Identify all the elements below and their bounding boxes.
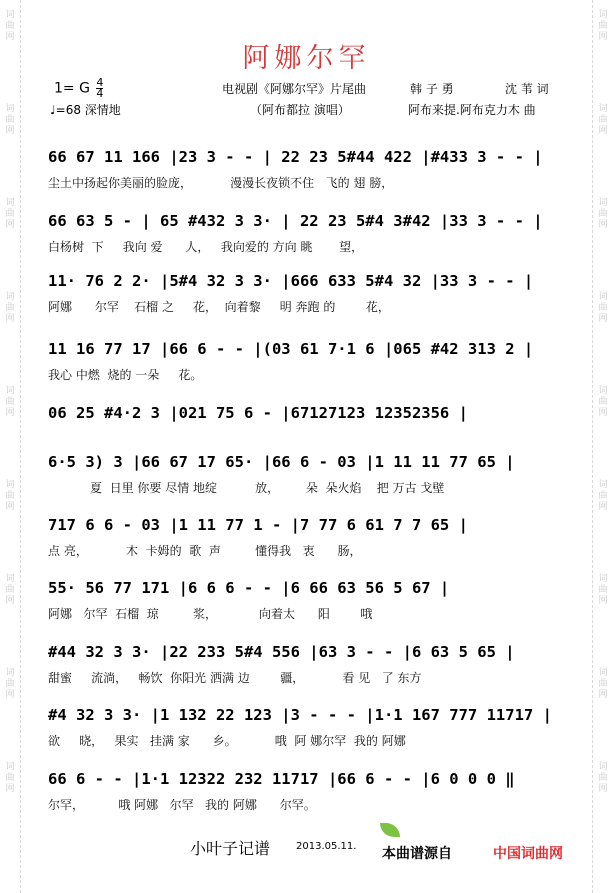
watermark-text: 词 曲 网 (5, 762, 15, 794)
watermark-text: 词 曲 网 (5, 10, 15, 42)
leaf-logo-icon (380, 823, 400, 837)
watermark-text: 词 曲 网 (598, 668, 608, 700)
time-top: 4 (96, 76, 104, 89)
watermark-text: 词 曲 网 (598, 386, 608, 418)
watermark-text: 词 曲 网 (598, 104, 608, 136)
notation-line: 11 16 77 17 |66 6 - - |(03 61 7·1 6 |065 #42 313 2 | (48, 340, 534, 358)
key-signature (54, 78, 103, 99)
notation-line: 06 25 #4·2 3 |021 75 6 - |67127123 12352356 | (48, 404, 468, 422)
watermark-text: 词 曲 网 (5, 386, 15, 418)
watermark-text: 词 曲 网 (598, 574, 608, 606)
notation-line: 66 63 5 - | 65 #432 3 3· | 22 23 5#4 3#42 |33 3 - - | (48, 212, 543, 230)
notation-line: 717 6 6 - 03 |1 11 77 1 - |7 77 6 61 7 7 65 | (48, 516, 468, 534)
lyric-line: 甜蜜 流淌， 畅饮 你阳光 洒满 边 疆， 看 见 了 东方 (48, 671, 422, 685)
quarter-note-icon: ♩ (50, 103, 56, 117)
notation-line: 66 67 11 166 |23 3 - - | 22 23 5#44 422 |#433 3 - - | (48, 148, 543, 166)
watermark-text: 词 曲 网 (5, 574, 15, 606)
transcriber-signature: 小叶子记谱 (190, 839, 271, 858)
site-name[interactable]: 中国词曲网 (493, 846, 563, 862)
watermark-text: 词 曲 网 (598, 762, 608, 794)
source-note: 本曲谱源自 (382, 846, 452, 862)
notation-line: #44 32 3 3· |22 233 5#4 556 |63 3 - - |6 63 5 65 | (48, 643, 515, 661)
watermark-text: 词 曲 网 (598, 198, 608, 230)
lyricist-name: 韩 子 勇 (410, 82, 454, 96)
watermark-text: 词 曲 网 (5, 198, 15, 230)
lyric-line: 阿娜 尔罕 石榴 之 花， 向着黎 明 奔跑 的 花， (48, 300, 390, 314)
watermark-text: 词 曲 网 (598, 10, 608, 42)
notation-line: 6·5 3) 3 |66 67 17 65· |66 6 - 03 |1 11 11 77 65 | (48, 453, 515, 471)
composer-credit: 阿布来提.阿布克力木 曲 (408, 103, 536, 117)
tempo-text: =68 深情地 (55, 103, 121, 117)
song-title: 阿娜尔罕 (242, 43, 371, 74)
transcription-date: 2013.05.11. (296, 841, 357, 852)
watermark-text: 词 曲 网 (598, 292, 608, 324)
lyric-line: 白杨树 下 我向 爱 人， 我向爱的 方向 眺 望， (48, 240, 364, 254)
source-credit: 电视剧《阿娜尔罕》片尾曲 (222, 82, 367, 96)
key-label: 1= G (54, 80, 90, 97)
watermark-text: 词 曲 网 (598, 480, 608, 512)
notation-line: 11· 76 2 2· |5#4 32 3 3· |666 633 5#4 32 |33 3 - - | (48, 272, 534, 290)
tempo-marking (50, 101, 121, 118)
lyric-line: 我心 中燃 烧的 一朵 花。 (48, 368, 203, 382)
lyric-line: 欲 晓， 果实 挂满 家 乡。 哦 阿 娜尔罕 我的 阿娜 (48, 734, 406, 748)
lyric-line: 阿娜 尔罕 石榴 琼 浆， 向着太 阳 哦 (48, 607, 373, 621)
notation-line: 55· 56 77 171 |6 6 6 - - |6 66 63 56 5 67 | (48, 579, 450, 597)
watermark-text: 词 曲 网 (5, 104, 15, 136)
notation-line: #4 32 3 3· |1 132 22 123 |3 - - - |1·1 167 777 11717 | (48, 706, 552, 724)
time-bottom: 4 (96, 87, 104, 100)
notation-line: 66 6 - - |1·1 12322 232 11717 |66 6 - - |6 0 0 0 ‖ (48, 770, 515, 788)
lyric-line: 点 亮， 木 卡姆的 歌 声 懂得我 衷 肠， (48, 544, 362, 558)
singer-credit: （阿布都拉 演唱） (250, 103, 350, 117)
watermark-text: 词 曲 网 (5, 292, 15, 324)
lyric-line: 夏 日里 你要 尽情 地绽 放， 朵 朵火焰 把 万古 戈壁 (48, 481, 445, 495)
lyricist-credit: 沈 苇 词 (505, 82, 549, 96)
watermark-text: 词 曲 网 (5, 480, 15, 512)
time-signature (96, 78, 103, 99)
lyric-line: 尘土中扬起你美丽的脸庞， 漫漫长夜锁不住 飞的 翅 膀， (48, 176, 394, 190)
lyric-line: 尔罕， 哦 阿娜 尔罕 我的 阿娜 尔罕。 (48, 798, 316, 812)
watermark-text: 词 曲 网 (5, 668, 15, 700)
